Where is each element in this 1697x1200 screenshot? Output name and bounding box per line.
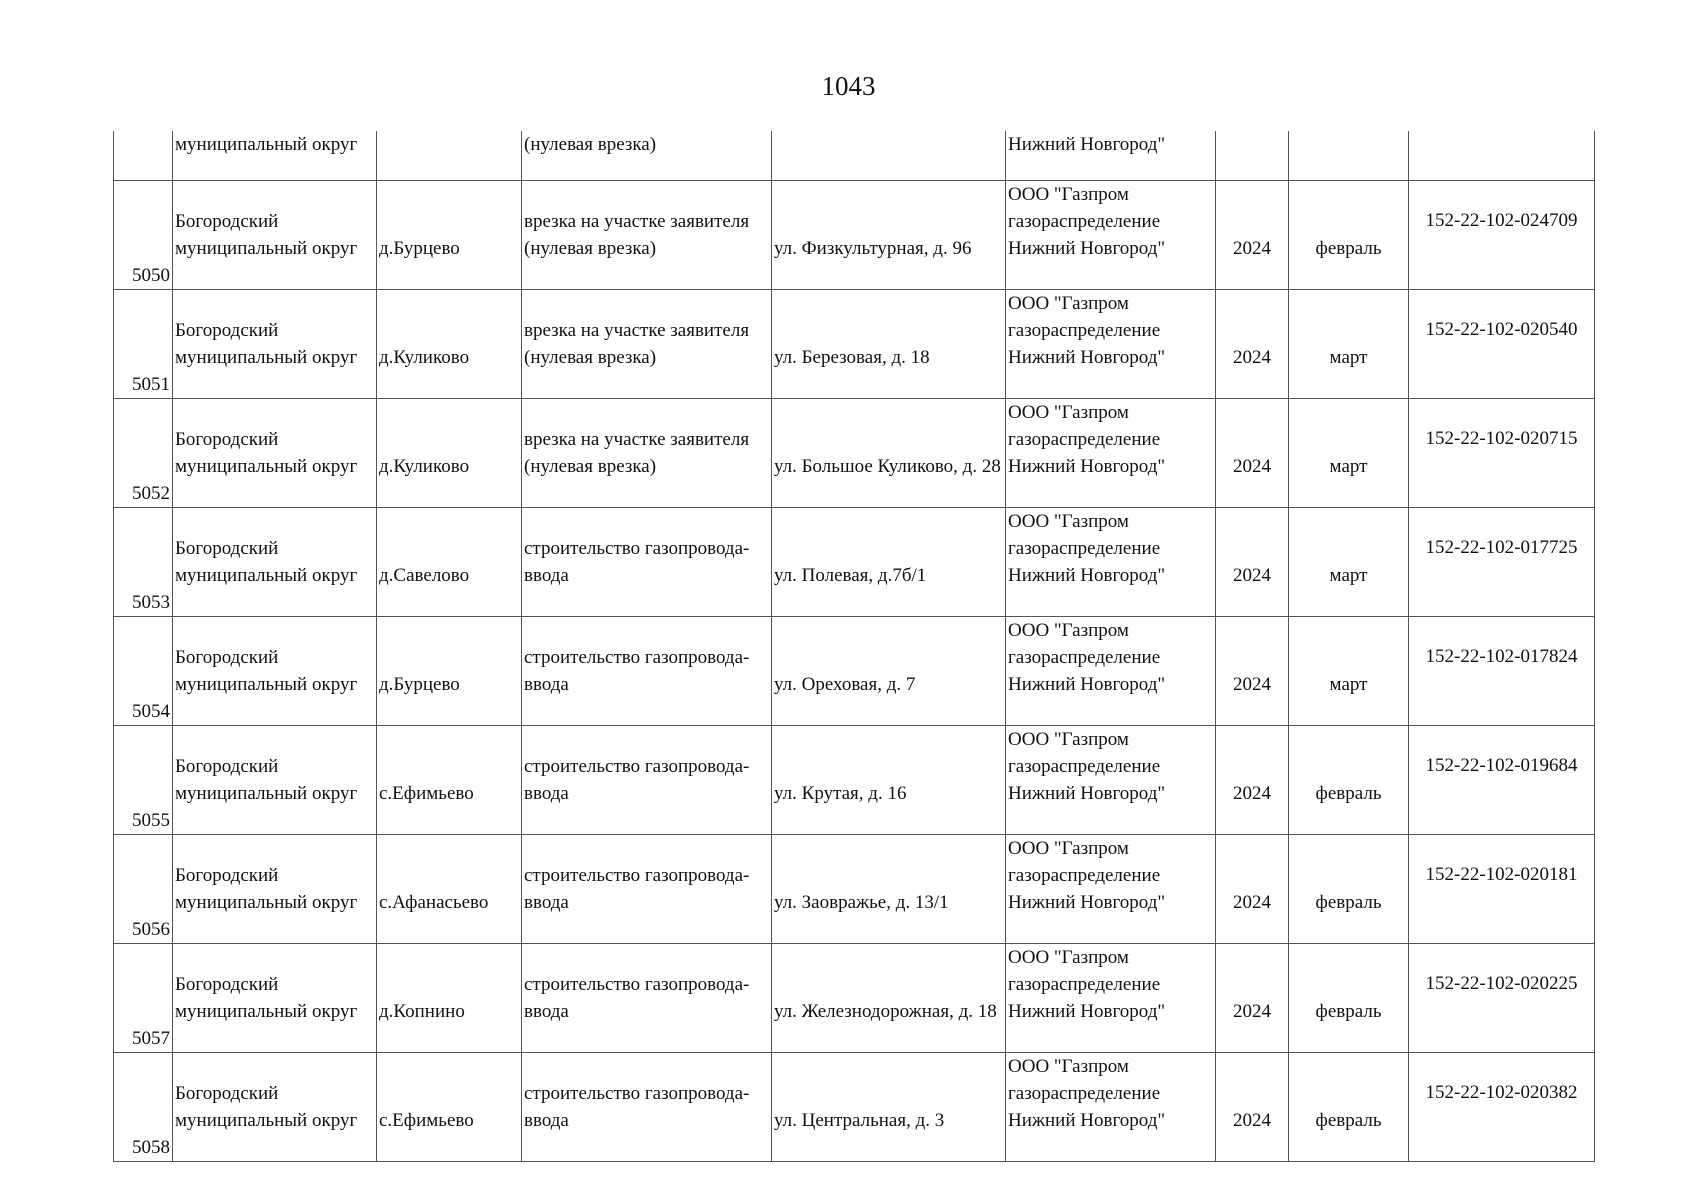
district-cell [173, 616, 377, 725]
table-row [114, 398, 1595, 507]
row-number: 5053 [114, 507, 173, 616]
method-cell [522, 834, 772, 943]
code-cell: 152-22-102-017725 [1409, 507, 1595, 616]
district-cell [173, 180, 377, 289]
district-cell [173, 398, 377, 507]
month-cell: февраль [1289, 834, 1409, 943]
row-number: 5057 [114, 943, 173, 1052]
settlement-cell: д.Савелово [377, 507, 522, 616]
operator-line1: ООО "Газпром [1008, 837, 1129, 859]
operator-line2: газораспределение [1008, 1082, 1161, 1104]
address-cell: ул. Центральная, д. 3 [772, 1052, 1006, 1161]
operator-cell [1006, 616, 1216, 725]
address-cell: ул. Ореховая, д. 7 [772, 616, 1006, 725]
method-line1: строительство газопровода- [524, 1082, 750, 1104]
operator-line3: Нижний Новгород" [1008, 782, 1166, 804]
district-line1: Богородский [175, 428, 279, 450]
operator-line1: ООО "Газпром [1008, 510, 1129, 532]
year-cell: 2024 [1216, 616, 1289, 725]
code-cell: 152-22-102-020715 [1409, 398, 1595, 507]
operator-line1: ООО "Газпром [1008, 619, 1129, 641]
cell-month [1289, 131, 1409, 180]
district-cell [173, 725, 377, 834]
row-number: 5058 [114, 1052, 173, 1161]
code-cell: 152-22-102-019684 [1409, 725, 1595, 834]
year-cell: 2024 [1216, 180, 1289, 289]
operator-line1: ООО "Газпром [1008, 401, 1129, 423]
method-line2: (нулевая врезка) [524, 237, 657, 259]
cell-code [1409, 131, 1595, 180]
table-row [114, 616, 1595, 725]
district-line2: муниципальный округ [175, 673, 358, 695]
operator-cell [1006, 180, 1216, 289]
operator-line3: Нижний Новгород" [1008, 346, 1166, 368]
table-row [114, 943, 1595, 1052]
row-number: 5051 [114, 289, 173, 398]
row-number: 5052 [114, 398, 173, 507]
method-cell [522, 725, 772, 834]
method-line2: ввода [524, 564, 569, 586]
gas-connection-table [113, 131, 1595, 1162]
operator-line3: Нижний Новгород" [1008, 564, 1166, 586]
method-cell [522, 616, 772, 725]
settlement-cell: д.Куликово [377, 289, 522, 398]
table-row [114, 289, 1595, 398]
district-line2: муниципальный округ [175, 1000, 358, 1022]
district-line1: Богородский [175, 537, 279, 559]
district-line2: муниципальный округ [175, 891, 358, 913]
year-cell: 2024 [1216, 834, 1289, 943]
district-cell [173, 507, 377, 616]
operator-line1: ООО "Газпром [1008, 1055, 1129, 1077]
district-cell [173, 1052, 377, 1161]
district-line2: муниципальный округ [175, 564, 358, 586]
settlement-cell: д.Копнино [377, 943, 522, 1052]
operator-line2: газораспределение [1008, 210, 1161, 232]
month-cell: март [1289, 507, 1409, 616]
operator-line3: Нижний Новгород" [1008, 1109, 1166, 1131]
table-row [114, 507, 1595, 616]
table-row [114, 1052, 1595, 1161]
method-cell [522, 289, 772, 398]
operator-cell [1006, 1052, 1216, 1161]
table-row [114, 180, 1595, 289]
row-number: 5050 [114, 180, 173, 289]
operator-line2: газораспределение [1008, 537, 1161, 559]
district-line1: Богородский [175, 864, 279, 886]
method-cell [522, 180, 772, 289]
method-cell [522, 943, 772, 1052]
settlement-cell: с.Афанасьево [377, 834, 522, 943]
district-line1: Богородский [175, 1082, 279, 1104]
method-line1: строительство газопровода- [524, 646, 750, 668]
code-cell: 152-22-102-020382 [1409, 1052, 1595, 1161]
district-line1: Богородский [175, 319, 279, 341]
month-cell: февраль [1289, 725, 1409, 834]
method-line2: ввода [524, 782, 569, 804]
cell-district: муниципальный округ [173, 131, 377, 180]
address-cell: ул. Физкультурная, д. 96 [772, 180, 1006, 289]
settlement-cell: д.Куликово [377, 398, 522, 507]
method-line2: ввода [524, 1109, 569, 1131]
page-number: 1043 [821, 71, 876, 101]
operator-line1: ООО "Газпром [1008, 183, 1129, 205]
method-line1: врезка на участке заявителя [524, 210, 750, 232]
settlement-cell: с.Ефимьево [377, 1052, 522, 1161]
year-cell: 2024 [1216, 1052, 1289, 1161]
code-cell: 152-22-102-017824 [1409, 616, 1595, 725]
row-number: 5056 [114, 834, 173, 943]
district-line2: муниципальный округ [175, 782, 358, 804]
operator-line3: Нижний Новгород" [1008, 237, 1166, 259]
method-line2: ввода [524, 673, 569, 695]
month-cell: март [1289, 289, 1409, 398]
method-line1: строительство газопровода- [524, 864, 750, 886]
operator-line1: ООО "Газпром [1008, 728, 1129, 750]
operator-cell [1006, 289, 1216, 398]
operator-cell [1006, 398, 1216, 507]
operator-line2: газораспределение [1008, 428, 1161, 450]
month-cell: март [1289, 398, 1409, 507]
address-cell: ул. Большое Куликово, д. 28 [772, 398, 1006, 507]
operator-line3: Нижний Новгород" [1008, 891, 1166, 913]
year-cell: 2024 [1216, 725, 1289, 834]
code-cell: 152-22-102-020181 [1409, 834, 1595, 943]
operator-line3: Нижний Новгород" [1008, 455, 1166, 477]
address-cell: ул. Железнодорожная, д. 18 [772, 943, 1006, 1052]
operator-line2: газораспределение [1008, 646, 1161, 668]
year-cell: 2024 [1216, 507, 1289, 616]
row-number: 5055 [114, 725, 173, 834]
table-row [114, 725, 1595, 834]
operator-cell [1006, 943, 1216, 1052]
cell-num [114, 131, 173, 180]
operator-cell [1006, 834, 1216, 943]
code-cell: 152-22-102-024709 [1409, 180, 1595, 289]
month-cell: февраль [1289, 943, 1409, 1052]
operator-line2: газораспределение [1008, 864, 1161, 886]
operator-cell [1006, 725, 1216, 834]
district-line2: муниципальный округ [175, 346, 358, 368]
cell-operator: Нижний Новгород" [1006, 131, 1216, 180]
cell-year [1216, 131, 1289, 180]
district-cell [173, 943, 377, 1052]
district-line1: Богородский [175, 210, 279, 232]
operator-line3: Нижний Новгород" [1008, 1000, 1166, 1022]
cell-settlement [377, 131, 522, 180]
method-line2: (нулевая врезка) [524, 455, 657, 477]
table-row [114, 834, 1595, 943]
district-line1: Богородский [175, 755, 279, 777]
operator-line2: газораспределение [1008, 973, 1161, 995]
district-cell [173, 834, 377, 943]
method-line2: ввода [524, 891, 569, 913]
address-cell: ул. Полевая, д.7б/1 [772, 507, 1006, 616]
operator-line2: газораспределение [1008, 755, 1161, 777]
settlement-cell: д.Бурцево [377, 180, 522, 289]
code-cell: 152-22-102-020540 [1409, 289, 1595, 398]
address-cell: ул. Крутая, д. 16 [772, 725, 1006, 834]
operator-line2: газораспределение [1008, 319, 1161, 341]
method-cell [522, 1052, 772, 1161]
code-cell: 152-22-102-020225 [1409, 943, 1595, 1052]
month-cell: февраль [1289, 180, 1409, 289]
method-line1: строительство газопровода- [524, 973, 750, 995]
method-line1: строительство газопровода- [524, 537, 750, 559]
district-line2: муниципальный округ [175, 1109, 358, 1131]
operator-cell [1006, 507, 1216, 616]
method-cell [522, 507, 772, 616]
cell-method: (нулевая врезка) [522, 131, 772, 180]
method-line2: (нулевая врезка) [524, 346, 657, 368]
district-cell [173, 289, 377, 398]
method-line2: ввода [524, 1000, 569, 1022]
operator-line1: ООО "Газпром [1008, 946, 1129, 968]
continuation-row [114, 131, 1595, 180]
method-line1: врезка на участке заявителя [524, 428, 750, 450]
month-cell: февраль [1289, 1052, 1409, 1161]
district-line2: муниципальный округ [175, 237, 358, 259]
method-line1: строительство газопровода- [524, 755, 750, 777]
year-cell: 2024 [1216, 289, 1289, 398]
address-cell: ул. Заовражье, д. 13/1 [772, 834, 1006, 943]
district-line1: Богородский [175, 973, 279, 995]
year-cell: 2024 [1216, 943, 1289, 1052]
district-line2: муниципальный округ [175, 455, 358, 477]
method-line1: врезка на участке заявителя [524, 319, 750, 341]
district-line1: Богородский [175, 646, 279, 668]
settlement-cell: с.Ефимьево [377, 725, 522, 834]
address-cell: ул. Березовая, д. 18 [772, 289, 1006, 398]
row-number: 5054 [114, 616, 173, 725]
operator-line1: ООО "Газпром [1008, 292, 1129, 314]
month-cell: март [1289, 616, 1409, 725]
settlement-cell: д.Бурцево [377, 616, 522, 725]
year-cell: 2024 [1216, 398, 1289, 507]
method-cell [522, 398, 772, 507]
operator-line3: Нижний Новгород" [1008, 673, 1166, 695]
cell-address [772, 131, 1006, 180]
